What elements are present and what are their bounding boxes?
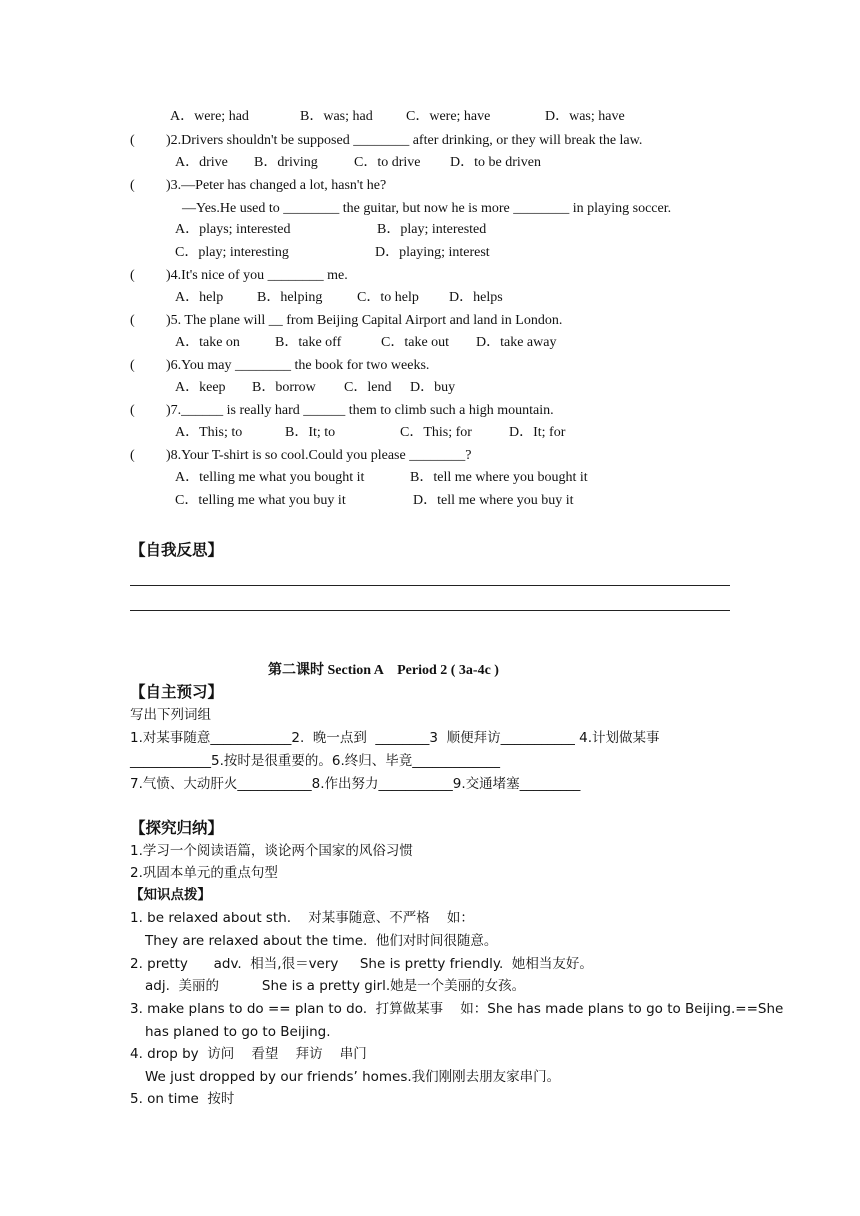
q3-paren: ( <box>130 178 135 193</box>
q8-option-b: B．tell me where you bought it <box>410 470 588 485</box>
q1-option-b: B．was; had <box>300 109 373 124</box>
knowledge-heading: 【知识点拨】 <box>130 887 211 903</box>
knowledge-point-4-example: We just dropped by our friends’ homes.我们刚刚去朋友家串门。 <box>145 1069 561 1085</box>
preview-line-3: 7.气愤、大动肝火___________8.作出努力___________9.交通堵塞_________ <box>130 776 581 792</box>
q7-option-a: A．This; to <box>175 425 243 440</box>
q7-option-d: D．It; for <box>509 425 566 440</box>
q5-option-c: C．take out <box>381 335 450 350</box>
q4-paren: ( <box>130 268 135 283</box>
q2-paren: ( <box>130 133 135 148</box>
q6-option-b: B．borrow <box>252 380 316 395</box>
q4-option-c: C．to help <box>357 290 419 305</box>
knowledge-point-3-cont: has planed to go to Beijing. <box>145 1024 331 1040</box>
q8-stem: )8.Your T-shirt is so cool.Could you please ________? <box>166 448 472 463</box>
q3-option-c: C．play; interesting <box>175 245 289 260</box>
q6-option-c: C．lend <box>344 380 392 395</box>
q3-stem-reply: —Yes.He used to ________ the guitar, but now he is more ________ in playing soccer. <box>182 201 672 216</box>
q1-option-a: A．were; had <box>170 109 249 124</box>
q5-option-b: B．take off <box>275 335 342 350</box>
explore-item-2: 2.巩固本单元的重点句型 <box>130 865 278 881</box>
q2-option-c: C．to drive <box>354 155 421 170</box>
q3-option-b: B．play; interested <box>377 222 487 237</box>
knowledge-point-2-adj: adj. 美丽的 She is a pretty girl.她是一个美丽的女孩。 <box>145 978 526 994</box>
q5-stem: )5. The plane will __ from Beijing Capital Airport and land in London. <box>166 313 563 328</box>
q5-paren: ( <box>130 313 135 328</box>
q4-option-d: D．helps <box>449 290 503 305</box>
q4-option-a: A．help <box>175 290 224 305</box>
q7-option-b: B．It; to <box>285 425 336 440</box>
q6-stem: )6.You may ________ the book for two weeks. <box>166 358 430 373</box>
knowledge-point-5: 5. on time 按时 <box>130 1091 235 1107</box>
q6-option-a: A．keep <box>175 380 226 395</box>
q7-stem: )7.______ is really hard ______ them to climb such a high mountain. <box>166 403 554 418</box>
reflection-heading: 【自我反思】 <box>130 541 224 559</box>
q5-option-d: D．take away <box>476 335 557 350</box>
q3-option-a: A．plays; interested <box>175 222 291 237</box>
q8-option-c: C．telling me what you buy it <box>175 493 346 508</box>
q1-option-c: C．were; have <box>406 109 491 124</box>
q8-option-d: D．tell me where you buy it <box>413 493 574 508</box>
q2-option-d: D．to be driven <box>450 155 541 170</box>
q4-option-b: B．helping <box>257 290 323 305</box>
explore-heading: 【探究归纳】 <box>130 819 224 837</box>
preview-instruction: 写出下列词组 <box>130 707 211 723</box>
q4-stem: )4.It's nice of you ________ me. <box>166 268 348 283</box>
q1-option-d: D．was; have <box>545 109 625 124</box>
knowledge-point-1: 1. be relaxed about sth. 对某事随意、不严格 如： <box>130 910 474 926</box>
knowledge-point-4: 4. drop by 访问 看望 拜访 串门 <box>130 1046 367 1062</box>
preview-heading: 【自主预习】 <box>130 683 224 701</box>
preview-line-1: 1.对某事随意____________2. 晚一点到 ________3 顺便拜访___________ 4.计划做某事 <box>130 730 660 746</box>
q8-option-a: A．telling me what you bought it <box>175 470 365 485</box>
explore-item-1: 1.学习一个阅读语篇，谈论两个国家的风俗习惯 <box>130 843 413 859</box>
q2-stem: )2.Drivers shouldn't be supposed ________ after drinking, or they will break the law. <box>166 133 643 148</box>
knowledge-point-1-example: They are relaxed about the time. 他们对时间很随意。 <box>145 933 498 949</box>
q6-option-d: D．buy <box>410 380 456 395</box>
lesson-title: 第二课时 Section A Period 2 ( 3a-4c ) <box>268 663 499 678</box>
reflection-line-1 <box>130 585 730 586</box>
q2-option-a: A．drive <box>175 155 228 170</box>
knowledge-point-3: 3. make plans to do == plan to do. 打算做某事 如：She has made plans to go to Beijing.==She <box>130 1001 784 1017</box>
reflection-line-2 <box>130 610 730 611</box>
q7-option-c: C．This; for <box>400 425 472 440</box>
q5-option-a: A．take on <box>175 335 240 350</box>
q2-option-b: B．driving <box>254 155 318 170</box>
q3-stem: )3.—Peter has changed a lot, hasn't he? <box>166 178 387 193</box>
knowledge-point-2: 2. pretty adv. 相当,很＝very She is pretty friendly. 她相当友好。 <box>130 956 593 972</box>
q6-paren: ( <box>130 358 135 373</box>
q3-option-d: D．playing; interest <box>375 245 490 260</box>
q8-paren: ( <box>130 448 135 463</box>
preview-line-2: ____________5.按时是很重要的。6.终归、毕竟_____________ <box>130 753 501 769</box>
q7-paren: ( <box>130 403 135 418</box>
